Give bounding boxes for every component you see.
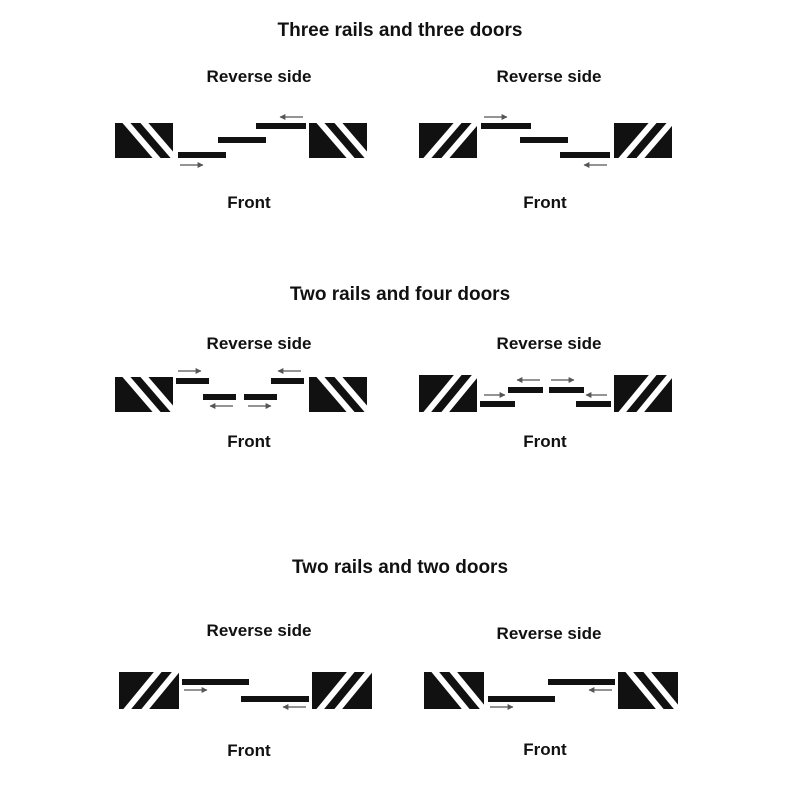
- reverse-side-label: Reverse side: [496, 334, 602, 353]
- door-panel: [481, 123, 531, 129]
- door-panel: [271, 378, 304, 384]
- door-panel: [548, 679, 615, 685]
- right-jamb: [618, 668, 681, 713]
- door-panel: [520, 137, 568, 143]
- left-jamb: [419, 119, 479, 162]
- diagram-three-rails-three-doors-right: [419, 117, 674, 165]
- reverse-side-label: Reverse side: [206, 334, 312, 353]
- reverse-side-label: Reverse side: [496, 624, 602, 643]
- reverse-side-label: Reverse side: [206, 621, 312, 640]
- diagram-two-rails-two-doors-right: [424, 668, 681, 713]
- door-panel: [508, 387, 543, 393]
- right-jamb: [309, 373, 372, 416]
- left-jamb: [115, 373, 178, 416]
- right-jamb: [614, 119, 674, 162]
- section-title-two-rails-two-doors: Two rails and two doors: [291, 557, 509, 578]
- door-panel: [560, 152, 610, 158]
- door-panel: [241, 696, 309, 702]
- left-jamb: [419, 371, 479, 416]
- front-label: Front: [523, 432, 567, 451]
- front-label: Front: [523, 193, 567, 212]
- door-panel: [576, 401, 611, 407]
- diagram-two-rails-four-doors-left: [115, 371, 372, 416]
- door-panel: [480, 401, 515, 407]
- door-panel: [178, 152, 226, 158]
- door-panel: [203, 394, 236, 400]
- section-title-two-rails-four-doors: Two rails and four doors: [289, 284, 511, 305]
- door-panel: [256, 123, 306, 129]
- door-panel: [182, 679, 249, 685]
- front-label: Front: [523, 740, 567, 759]
- reverse-side-label: Reverse side: [496, 67, 602, 86]
- door-panel: [488, 696, 555, 702]
- right-jamb: [614, 371, 674, 416]
- front-label: Front: [227, 741, 271, 760]
- reverse-side-label: Reverse side: [206, 67, 312, 86]
- left-jamb: [424, 668, 487, 713]
- door-panel: [176, 378, 209, 384]
- door-panel: [218, 137, 266, 143]
- door-panel: [244, 394, 277, 400]
- diagram-three-rails-three-doors-left: [115, 117, 372, 165]
- front-label: Front: [227, 432, 271, 451]
- left-jamb: [115, 119, 178, 162]
- right-jamb: [309, 119, 372, 162]
- door-panel: [549, 387, 584, 393]
- section-title-three-rails-three-doors: Three rails and three doors: [277, 20, 523, 41]
- left-jamb: [119, 668, 179, 713]
- front-label: Front: [227, 193, 271, 212]
- right-jamb: [312, 668, 372, 713]
- diagram-two-rails-two-doors-left: [119, 668, 372, 713]
- diagram-two-rails-four-doors-right: [419, 371, 674, 416]
